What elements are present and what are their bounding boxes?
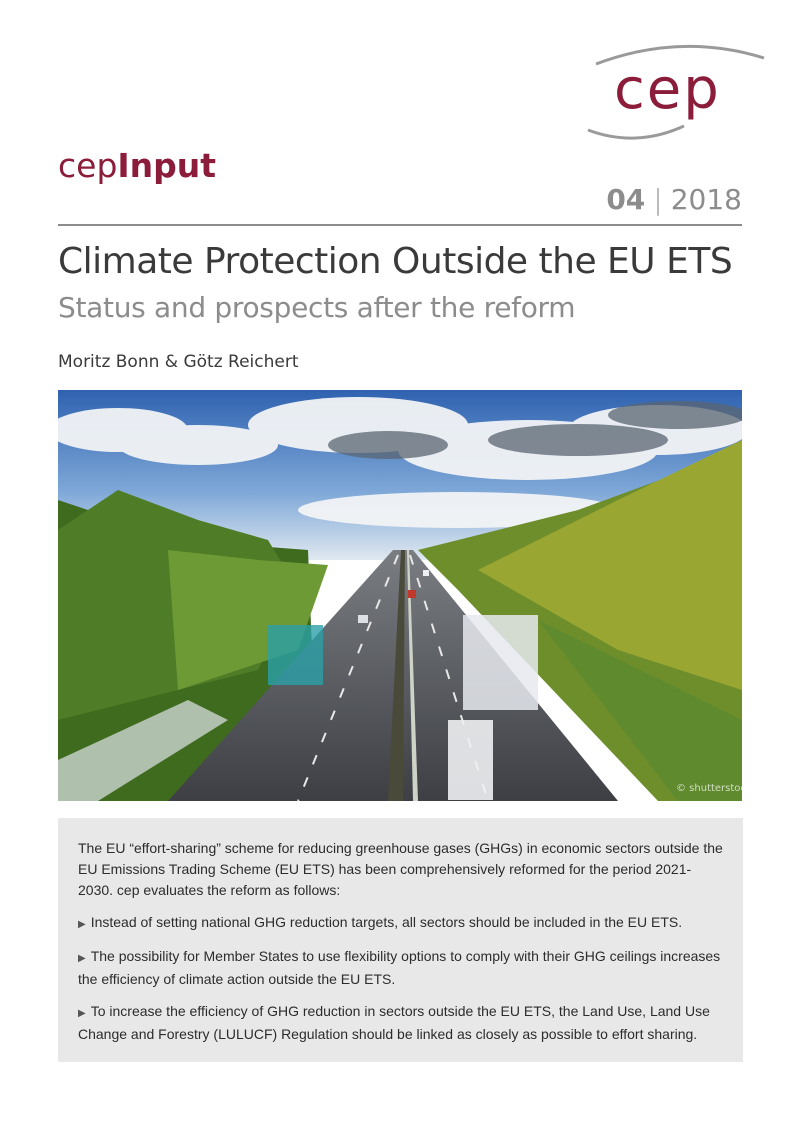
header-rule [58, 224, 742, 226]
issue-number: 04 [606, 183, 646, 216]
summary-point-text: To increase the efficiency of GHG reduction in sectors outside the EU ETS, the Land Use, Land Use Change and Forestry (LULUCF) Regulation should be linked as closely as possible to effort sharing. [78, 1003, 710, 1042]
summary-intro: The EU “effort-sharing” scheme for reducing greenhouse gases (GHGs) in economic sectors outside the EU Emissions Trading Scheme (EU ETS) has been comprehensively reformed for the period 2021-2030. cep evaluates the reform as follows: [78, 840, 723, 898]
summary-point [78, 912, 723, 935]
summary-point [78, 946, 723, 990]
summary-point-text: Instead of setting national GHG reduction targets, all sectors should be included in the EU ETS. [90, 914, 683, 930]
summary-point-text: The possibility for Member States to use flexibility options to comply with their GHG ceilings increases the efficiency of climate action outside the EU ETS. [78, 948, 721, 987]
photo-credit: © shutterstock [676, 783, 752, 794]
cep-logo-text: cep [614, 57, 721, 122]
document-title: Climate Protection Outside the EU ETS [58, 241, 733, 282]
issue-separator: | [653, 183, 663, 216]
summary-box [58, 818, 743, 1062]
summary-point [78, 1001, 723, 1045]
issue-label [606, 180, 742, 220]
series-prefix: cep [58, 146, 118, 185]
authors: Moritz Bonn & Götz Reichert [58, 352, 299, 372]
series-title [58, 145, 216, 187]
document-subtitle: Status and prospects after the reform [58, 291, 576, 324]
cover-photo-highway [58, 390, 742, 801]
issue-year: 2018 [670, 183, 742, 216]
series-name: Input [117, 146, 217, 185]
